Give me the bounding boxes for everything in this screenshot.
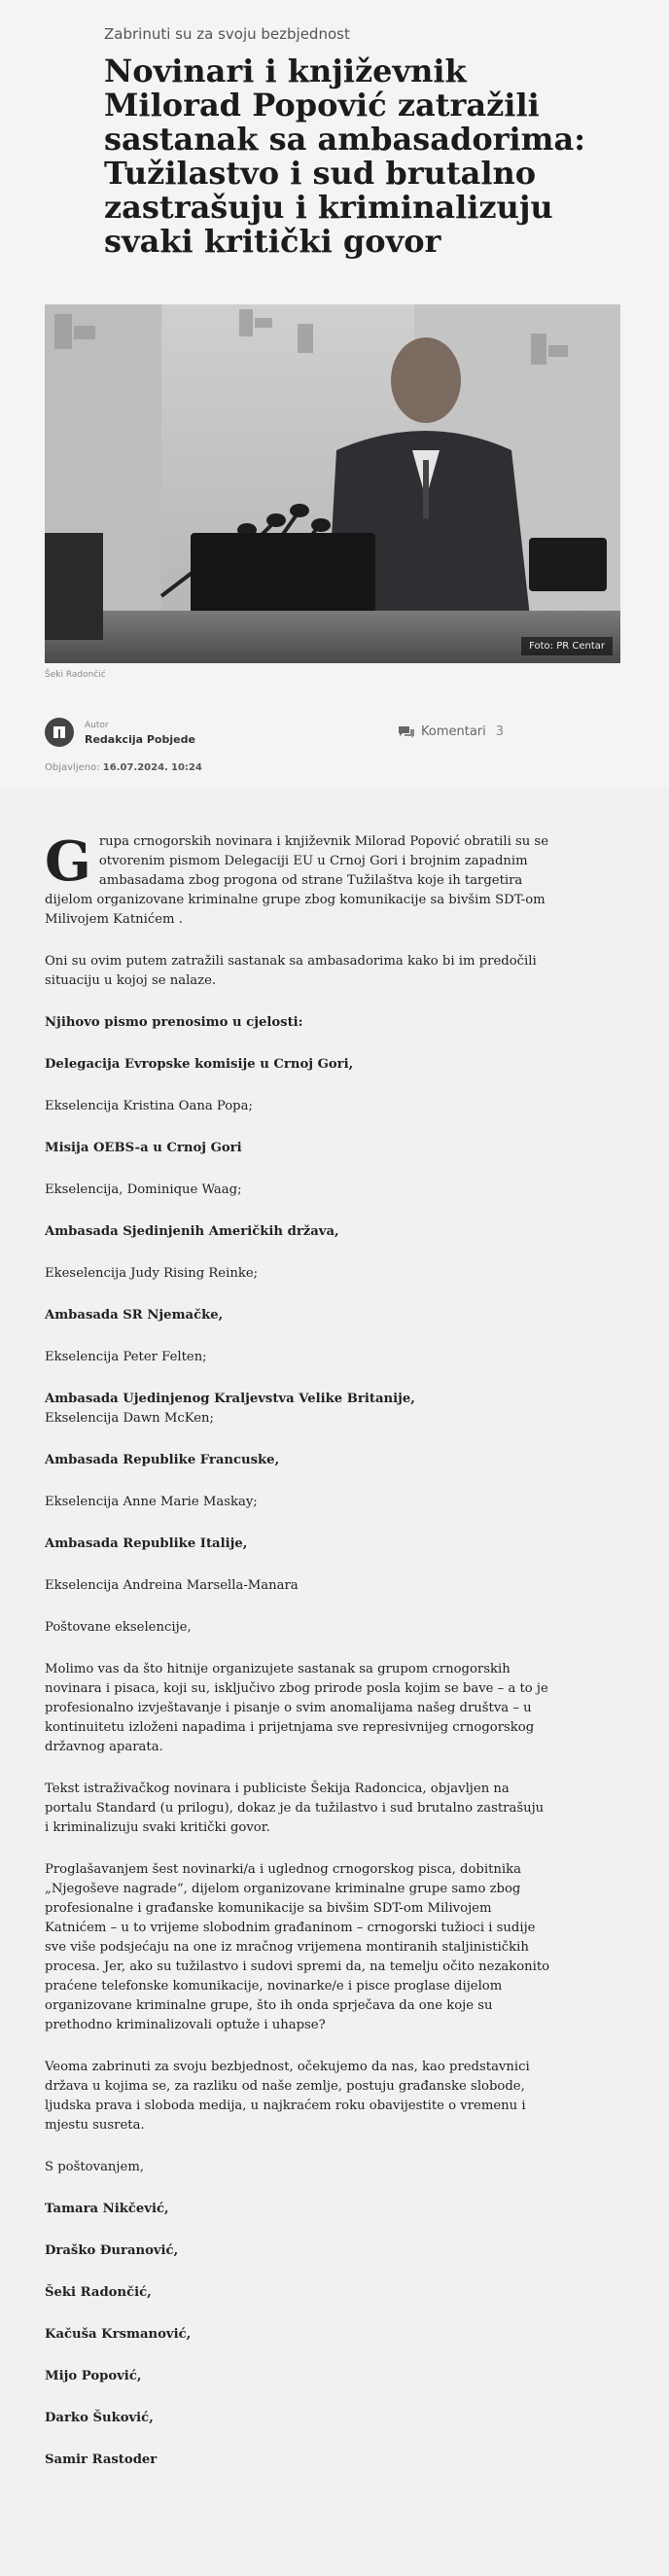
recipient-institution: Ambasada Ujedinjenog Kraljevstva Velike Britanije, [45, 1392, 415, 1406]
recipient-person: Ekeselencija Judy Rising Reinke; [45, 1266, 259, 1281]
article-paragraph: Njihovo pismo prenosimo u cjelosti: [45, 1015, 303, 1030]
signatory: Šeki Radončić, [45, 2285, 152, 2300]
signatory: Mijo Popović, [45, 2369, 142, 2383]
article-paragraph: Proglašavanjem šest novinarki/a i uglednog crnogorskog pisca, dobitnika „Njegoševe nagrade“, dijelom organizovane kriminalne grupe samo zbog profesionalne i građanske komunikacije sa bivšim SDT-om Milivojem Katnićem – u to vrijeme slobodnim građaninom – crnogorski tužioci i sudije sve više podsjećaju na one iz mračnog vrijemena montiranih staljinističkih procesa. Jer, ako su tužilastvo i sudovi spremi da, na temelju očito nezakonito praćene telefonske komunikacije, novinarke/e i pisce proglase dijelom organizovane kriminalne grupe, što ih onda sprječava da one koje su prethodno kriminalizovali optuže i uhapse? [45, 1862, 550, 2032]
recipient-person: Ekselencija Dawn McKen; [45, 1411, 214, 1426]
published-date: 16.07.2024. [102, 762, 168, 773]
article-paragraph: Veoma zabrinuti za svoju bezbjednost, očekujemo da nas, kao predstavnici država u kojima se, za razliku od naše zemlje, postuju građanske slobode, ljudska prava i sloboda medija, u najkraćem roku obavijestite o vremenu i mjestu susreta. [45, 2060, 530, 2133]
article-title: Novinari i književnik Milorad Popović zatražili sastanak sa ambasadorima: Tužilastvo i sud brutalno zastrašuju i kriminalizuju svaki kritički govor [104, 53, 586, 260]
pobjeda-logo-icon [51, 723, 68, 741]
recipient-institution: Ambasada Sjedinjenih Američkih država, [45, 1224, 339, 1239]
recipient-institution: Delegacija Evropske komisije u Crnoj Gori, [45, 1057, 354, 1072]
article-paragraph: Tekst istraživačkog novinara i publiciste Šekija Radoncica, objavljen na portalu Standard (u prilogu), dokaz je da tužilastvo i sud brutalno zastrašuju i kriminalizuju svaki kritički govor. [45, 1782, 545, 1835]
press-conference-photo [45, 304, 620, 663]
recipient-person: Ekselencija Anne Marie Maskay; [45, 1495, 258, 1509]
author-avatar[interactable] [45, 718, 74, 747]
signatory: Darko Šuković, [45, 2411, 154, 2425]
recipient-institution: Ambasada SR Njemačke, [45, 1308, 224, 1323]
published-time: 10:24 [171, 762, 202, 773]
recipient-uk [45, 1390, 550, 1429]
author-name[interactable]: Redakcija Pobjede [85, 733, 195, 746]
closing: S poštovanjem, [45, 2160, 145, 2174]
recipient-institution: Ambasada Republike Francuske, [45, 1453, 280, 1467]
recipient-institution: Ambasada Republike Italije, [45, 1536, 248, 1551]
recipient-person: Ekselencija Peter Felten; [45, 1350, 207, 1364]
recipient-person: Ekselencija Andreina Marsella-Manara [45, 1578, 299, 1593]
dropcap: G [45, 829, 91, 894]
paragraph-text: rupa crnogorskih novinara i književnik Milorad Popović obratili su se otvorenim pismom Delegaciji EU u Crnoj Gori i brojnim zapadnim ambasadama zbog progona od strane Tužilaštva koje ih targetira dijelom organizovane kriminalne grupe zbog komunikacije sa bivšim SDT-om Milivojem Katnićem . [45, 834, 549, 927]
recipient-person: Ekselencija, Dominique Waag; [45, 1182, 242, 1197]
comments-label: Komentari [421, 724, 486, 739]
photo-credit: Foto: PR Centar [521, 637, 613, 655]
article-paragraph: Molimo vas da što hitnije organizujete sastanak sa grupom crnogorskih novinara i pisaca, koji su, isključivo zbog prirode posla kojim se bave – a to je profesionalno izvještavanje i pisanje o svim anomalijama našeg društva – u kontinuitetu izloženi napadima i prijetnjama sve represivnijeg crnogorskog državnog aparata. [45, 1662, 548, 1754]
comments-link[interactable] [398, 724, 504, 739]
signatory: Samir Rastoder [45, 2452, 158, 2467]
article-photo[interactable] [45, 304, 620, 663]
signatory: Kačuša Krsmanović, [45, 2327, 192, 2342]
recipient-person: Ekselencija Kristina Oana Popa; [45, 1099, 253, 1113]
published-label: Objavljeno: [45, 762, 100, 773]
salutation: Poštovane ekselencije, [45, 1620, 192, 1635]
photo-caption: Šeki Radončić [45, 670, 106, 680]
author-label: Autor [85, 721, 109, 730]
article-header [0, 0, 669, 788]
signatory: Draško Đuranović, [45, 2243, 179, 2258]
article-kicker: Zabrinuti su za svoju bezbjednost [104, 25, 350, 43]
comment-bubble-icon [398, 725, 415, 739]
article-paragraph [45, 829, 550, 930]
article-paragraph: Oni su ovim putem zatražili sastanak sa ambasadorima kako bi im predočili situaciju u kojoj se nalaze. [45, 954, 537, 988]
recipient-institution: Misija OEBS-a u Crnoj Gori [45, 1141, 242, 1155]
article-body [45, 829, 550, 2492]
signatory: Tamara Nikčević, [45, 2202, 169, 2216]
comments-count: 3 [495, 724, 505, 739]
published-info [45, 762, 202, 773]
